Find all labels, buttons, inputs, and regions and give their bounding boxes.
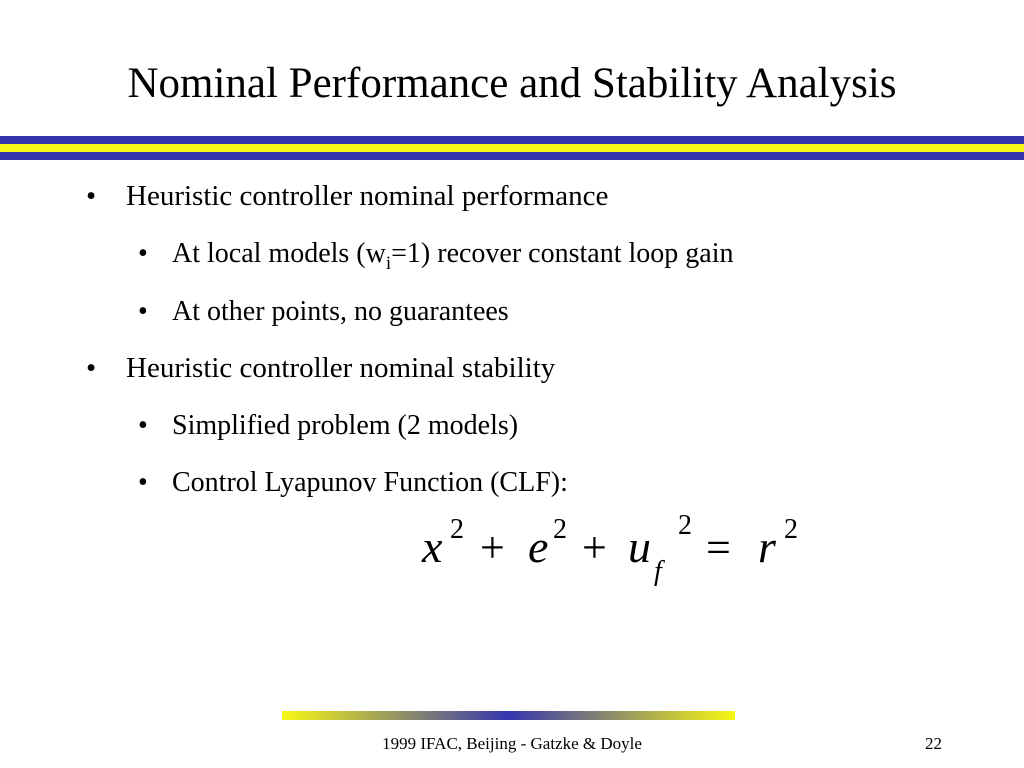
bullet-text: Heuristic controller nominal performance: [126, 180, 609, 212]
eq-var-u: u: [628, 521, 651, 572]
bullet-text: Heuristic controller nominal stability: [126, 352, 556, 384]
eq-exp-e: 2: [553, 514, 567, 545]
eq-plus-1: +: [480, 523, 505, 572]
slide-title: Nominal Performance and Stability Analysis: [127, 60, 897, 107]
eq-plus-2: +: [582, 523, 607, 572]
bullet-text: At other points, no guarantees: [172, 296, 509, 327]
page-number: 22: [925, 734, 942, 753]
subscript-i: i: [385, 253, 392, 274]
bullet-text: Simplified problem (2 models): [172, 410, 519, 441]
eq-exp-r: 2: [784, 514, 798, 545]
eq-equals: =: [706, 523, 731, 572]
footer-gradient-bar: [282, 711, 735, 720]
bullet-dot-icon: •: [138, 296, 148, 327]
header-stripe-yellow: [0, 144, 1024, 152]
clf-equation: [400, 510, 820, 600]
eq-exp-u: 2: [678, 510, 692, 541]
bullet-text-before: At local models (w: [172, 238, 386, 269]
bullet-text: [172, 236, 733, 275]
bullet-text: Control Lyapunov Function (CLF):: [172, 467, 568, 498]
bullet-text-after: =1) recover constant loop gain: [391, 238, 734, 269]
eq-var-x: x: [422, 521, 443, 572]
bullet-dot-icon: •: [138, 238, 148, 269]
footer-text: 1999 IFAC, Beijing - Gatzke & Doyle: [382, 734, 642, 753]
eq-var-e: e: [528, 521, 549, 572]
bullet-dot-icon: •: [86, 352, 97, 384]
eq-var-r: r: [758, 521, 776, 572]
eq-sub-f: f: [654, 556, 662, 587]
bullet-dot-icon: •: [138, 467, 148, 498]
header-stripe-blue-bottom: [0, 152, 1024, 160]
header-stripe-blue-top: [0, 136, 1024, 144]
bullet-dot-icon: •: [138, 410, 148, 441]
bullet-dot-icon: •: [86, 180, 97, 212]
eq-exp-x: 2: [450, 514, 464, 545]
